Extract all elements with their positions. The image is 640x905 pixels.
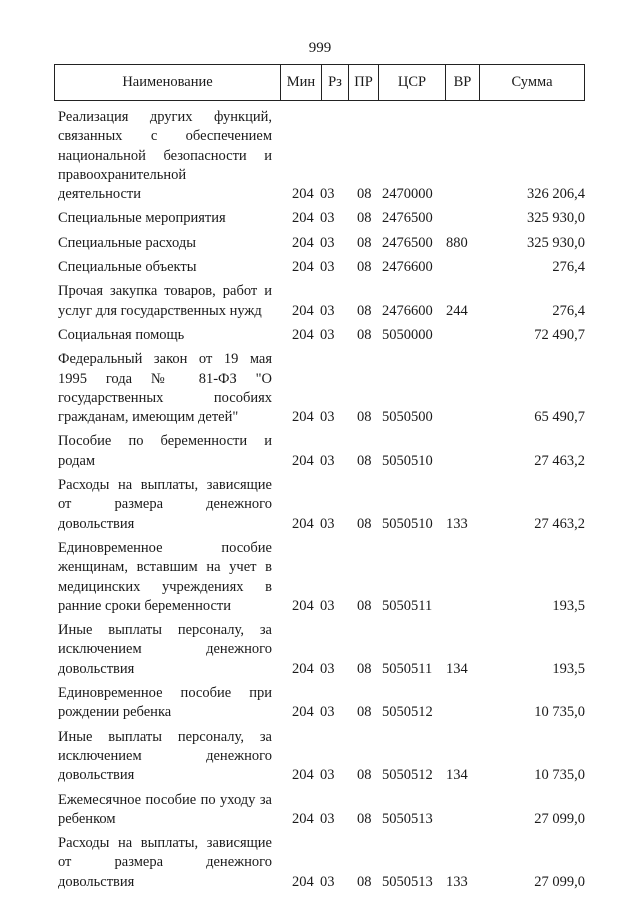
row-rz: 03 — [320, 326, 335, 343]
row-rz: 03 — [320, 704, 335, 721]
row-pr: 08 — [357, 704, 372, 721]
row-name: Единовременное пособие женщинам, вставшим на учет в медицинских учреждениях в ранние сроки беременности — [58, 539, 272, 614]
row-pr: 08 — [357, 210, 372, 227]
row-vr: 133 — [446, 515, 468, 532]
row-name: Социальная помощь — [58, 326, 185, 343]
table-row — [0, 234, 640, 253]
header-sum: Сумма — [511, 74, 553, 90]
row-name: Иные выплаты персоналу, за исключением денежного довольствия — [58, 728, 272, 784]
row-name: Расходы на выплаты, зависящие от размера денежного довольствия — [58, 835, 272, 890]
row-csr: 5050500 — [382, 409, 433, 426]
row-sum: 72 490,7 — [534, 326, 585, 343]
row-name: Специальные мероприятия — [58, 210, 226, 227]
row-vr: 133 — [446, 873, 468, 890]
row-name: Единовременное пособие при рождении ребенка — [58, 685, 272, 721]
row-min: 204 — [292, 302, 314, 319]
row-min: 204 — [292, 186, 314, 203]
header-rz: Рз — [322, 65, 349, 100]
row-rz: 03 — [320, 234, 335, 251]
row-csr: 2476500 — [382, 210, 433, 227]
row-sum: 326 206,4 — [527, 186, 585, 203]
row-rz: 03 — [320, 515, 335, 532]
row-csr: 5050513 — [382, 873, 433, 890]
row-rz: 03 — [320, 810, 335, 827]
row-min: 204 — [292, 873, 314, 890]
row-min: 204 — [292, 704, 314, 721]
row-csr: 5050510 — [382, 452, 433, 469]
row-name: Специальные объекты — [58, 259, 197, 276]
row-min: 204 — [292, 660, 314, 677]
row-vr: 244 — [446, 302, 468, 319]
page-number: 999 — [308, 40, 332, 56]
row-pr: 08 — [357, 302, 372, 319]
row-csr: 5050511 — [382, 597, 433, 614]
row-csr: 2470000 — [382, 186, 433, 203]
row-sum: 325 930,0 — [527, 210, 585, 227]
header-csr: ЦСР — [379, 65, 446, 100]
row-pr: 08 — [357, 873, 372, 890]
row-sum: 27 099,0 — [534, 873, 585, 890]
row-sum: 27 099,0 — [534, 810, 585, 827]
row-pr: 08 — [357, 597, 372, 614]
row-csr: 5050000 — [382, 326, 433, 343]
row-csr: 2476500 — [382, 234, 433, 251]
row-pr: 08 — [357, 452, 372, 469]
row-sum: 276,4 — [552, 302, 585, 319]
row-rz: 03 — [320, 210, 335, 227]
table-row — [0, 834, 640, 892]
row-csr: 5050512 — [382, 704, 433, 721]
row-sum: 27 463,2 — [534, 452, 585, 469]
row-min: 204 — [292, 234, 314, 251]
row-name: Расходы на выплаты, зависящие от размера денежного довольствия — [58, 477, 272, 532]
row-csr: 2476600 — [382, 259, 433, 276]
row-min: 204 — [292, 210, 314, 227]
row-name: Иные выплаты персоналу, за исключением денежного довольствия — [58, 622, 272, 677]
table-row — [0, 621, 640, 679]
row-min: 204 — [292, 259, 314, 276]
row-pr: 08 — [357, 810, 372, 827]
row-pr: 08 — [357, 767, 372, 784]
row-min: 204 — [292, 767, 314, 784]
header-vr: ВР — [446, 65, 480, 100]
table-row — [0, 539, 640, 616]
row-sum: 276,4 — [552, 259, 585, 276]
row-vr: 134 — [446, 767, 468, 784]
row-rz: 03 — [320, 409, 335, 426]
row-rz: 03 — [320, 452, 335, 469]
row-csr: 5050510 — [382, 515, 433, 532]
row-name: Пособие по беременности и родам — [58, 433, 272, 469]
row-sum: 65 490,7 — [534, 409, 585, 426]
row-pr: 08 — [357, 515, 372, 532]
row-name: Ежемесячное пособие по уходу за ребенком — [58, 791, 272, 827]
row-sum: 193,5 — [552, 597, 585, 614]
table-row — [0, 684, 640, 723]
row-csr: 5050511 — [382, 660, 433, 677]
table-row — [0, 282, 640, 321]
row-pr: 08 — [357, 259, 372, 276]
row-pr: 08 — [357, 326, 372, 343]
table-row — [0, 791, 640, 830]
row-min: 204 — [292, 597, 314, 614]
table-row — [0, 350, 640, 427]
row-min: 204 — [292, 326, 314, 343]
row-rz: 03 — [320, 660, 335, 677]
table-header — [54, 64, 585, 101]
row-rz: 03 — [320, 873, 335, 890]
header-name: Наименование — [55, 65, 281, 100]
row-sum: 193,5 — [552, 660, 585, 677]
row-name: Федеральный закон от 19 мая 1995 года № 81-ФЗ "О государственных пособиях гражданам, имеющим детей" — [58, 351, 272, 426]
table-row — [0, 209, 640, 228]
header-min: Мин — [281, 65, 322, 100]
table-row — [0, 476, 640, 534]
table-body — [0, 108, 640, 897]
row-vr: 134 — [446, 660, 468, 677]
row-sum: 27 463,2 — [534, 515, 585, 532]
table-row — [0, 728, 640, 786]
row-name: Прочая закупка товаров, работ и услуг для государственных нужд — [58, 283, 272, 319]
row-rz: 03 — [320, 302, 335, 319]
table-row — [0, 326, 640, 345]
row-sum: 325 930,0 — [527, 234, 585, 251]
row-pr: 08 — [357, 234, 372, 251]
row-sum: 10 735,0 — [534, 704, 585, 721]
table-row — [0, 432, 640, 471]
row-pr: 08 — [357, 660, 372, 677]
row-csr: 5050513 — [382, 810, 433, 827]
row-csr: 5050512 — [382, 767, 433, 784]
row-rz: 03 — [320, 186, 335, 203]
row-min: 204 — [292, 515, 314, 532]
header-pr: ПР — [349, 65, 379, 100]
table-row — [0, 258, 640, 277]
row-rz: 03 — [320, 259, 335, 276]
row-rz: 03 — [320, 767, 335, 784]
row-name: Реализация других функций, связанных с обеспечением национальной безопасности и правоохранительной деятельности — [58, 109, 272, 203]
row-pr: 08 — [357, 186, 372, 203]
row-pr: 08 — [357, 409, 372, 426]
row-name: Специальные расходы — [58, 234, 196, 251]
row-rz: 03 — [320, 597, 335, 614]
row-csr: 2476600 — [382, 302, 433, 319]
table-row — [0, 108, 640, 204]
row-sum: 10 735,0 — [534, 767, 585, 784]
row-min: 204 — [292, 409, 314, 426]
row-min: 204 — [292, 452, 314, 469]
row-vr: 880 — [446, 234, 468, 251]
row-min: 204 — [292, 810, 314, 827]
